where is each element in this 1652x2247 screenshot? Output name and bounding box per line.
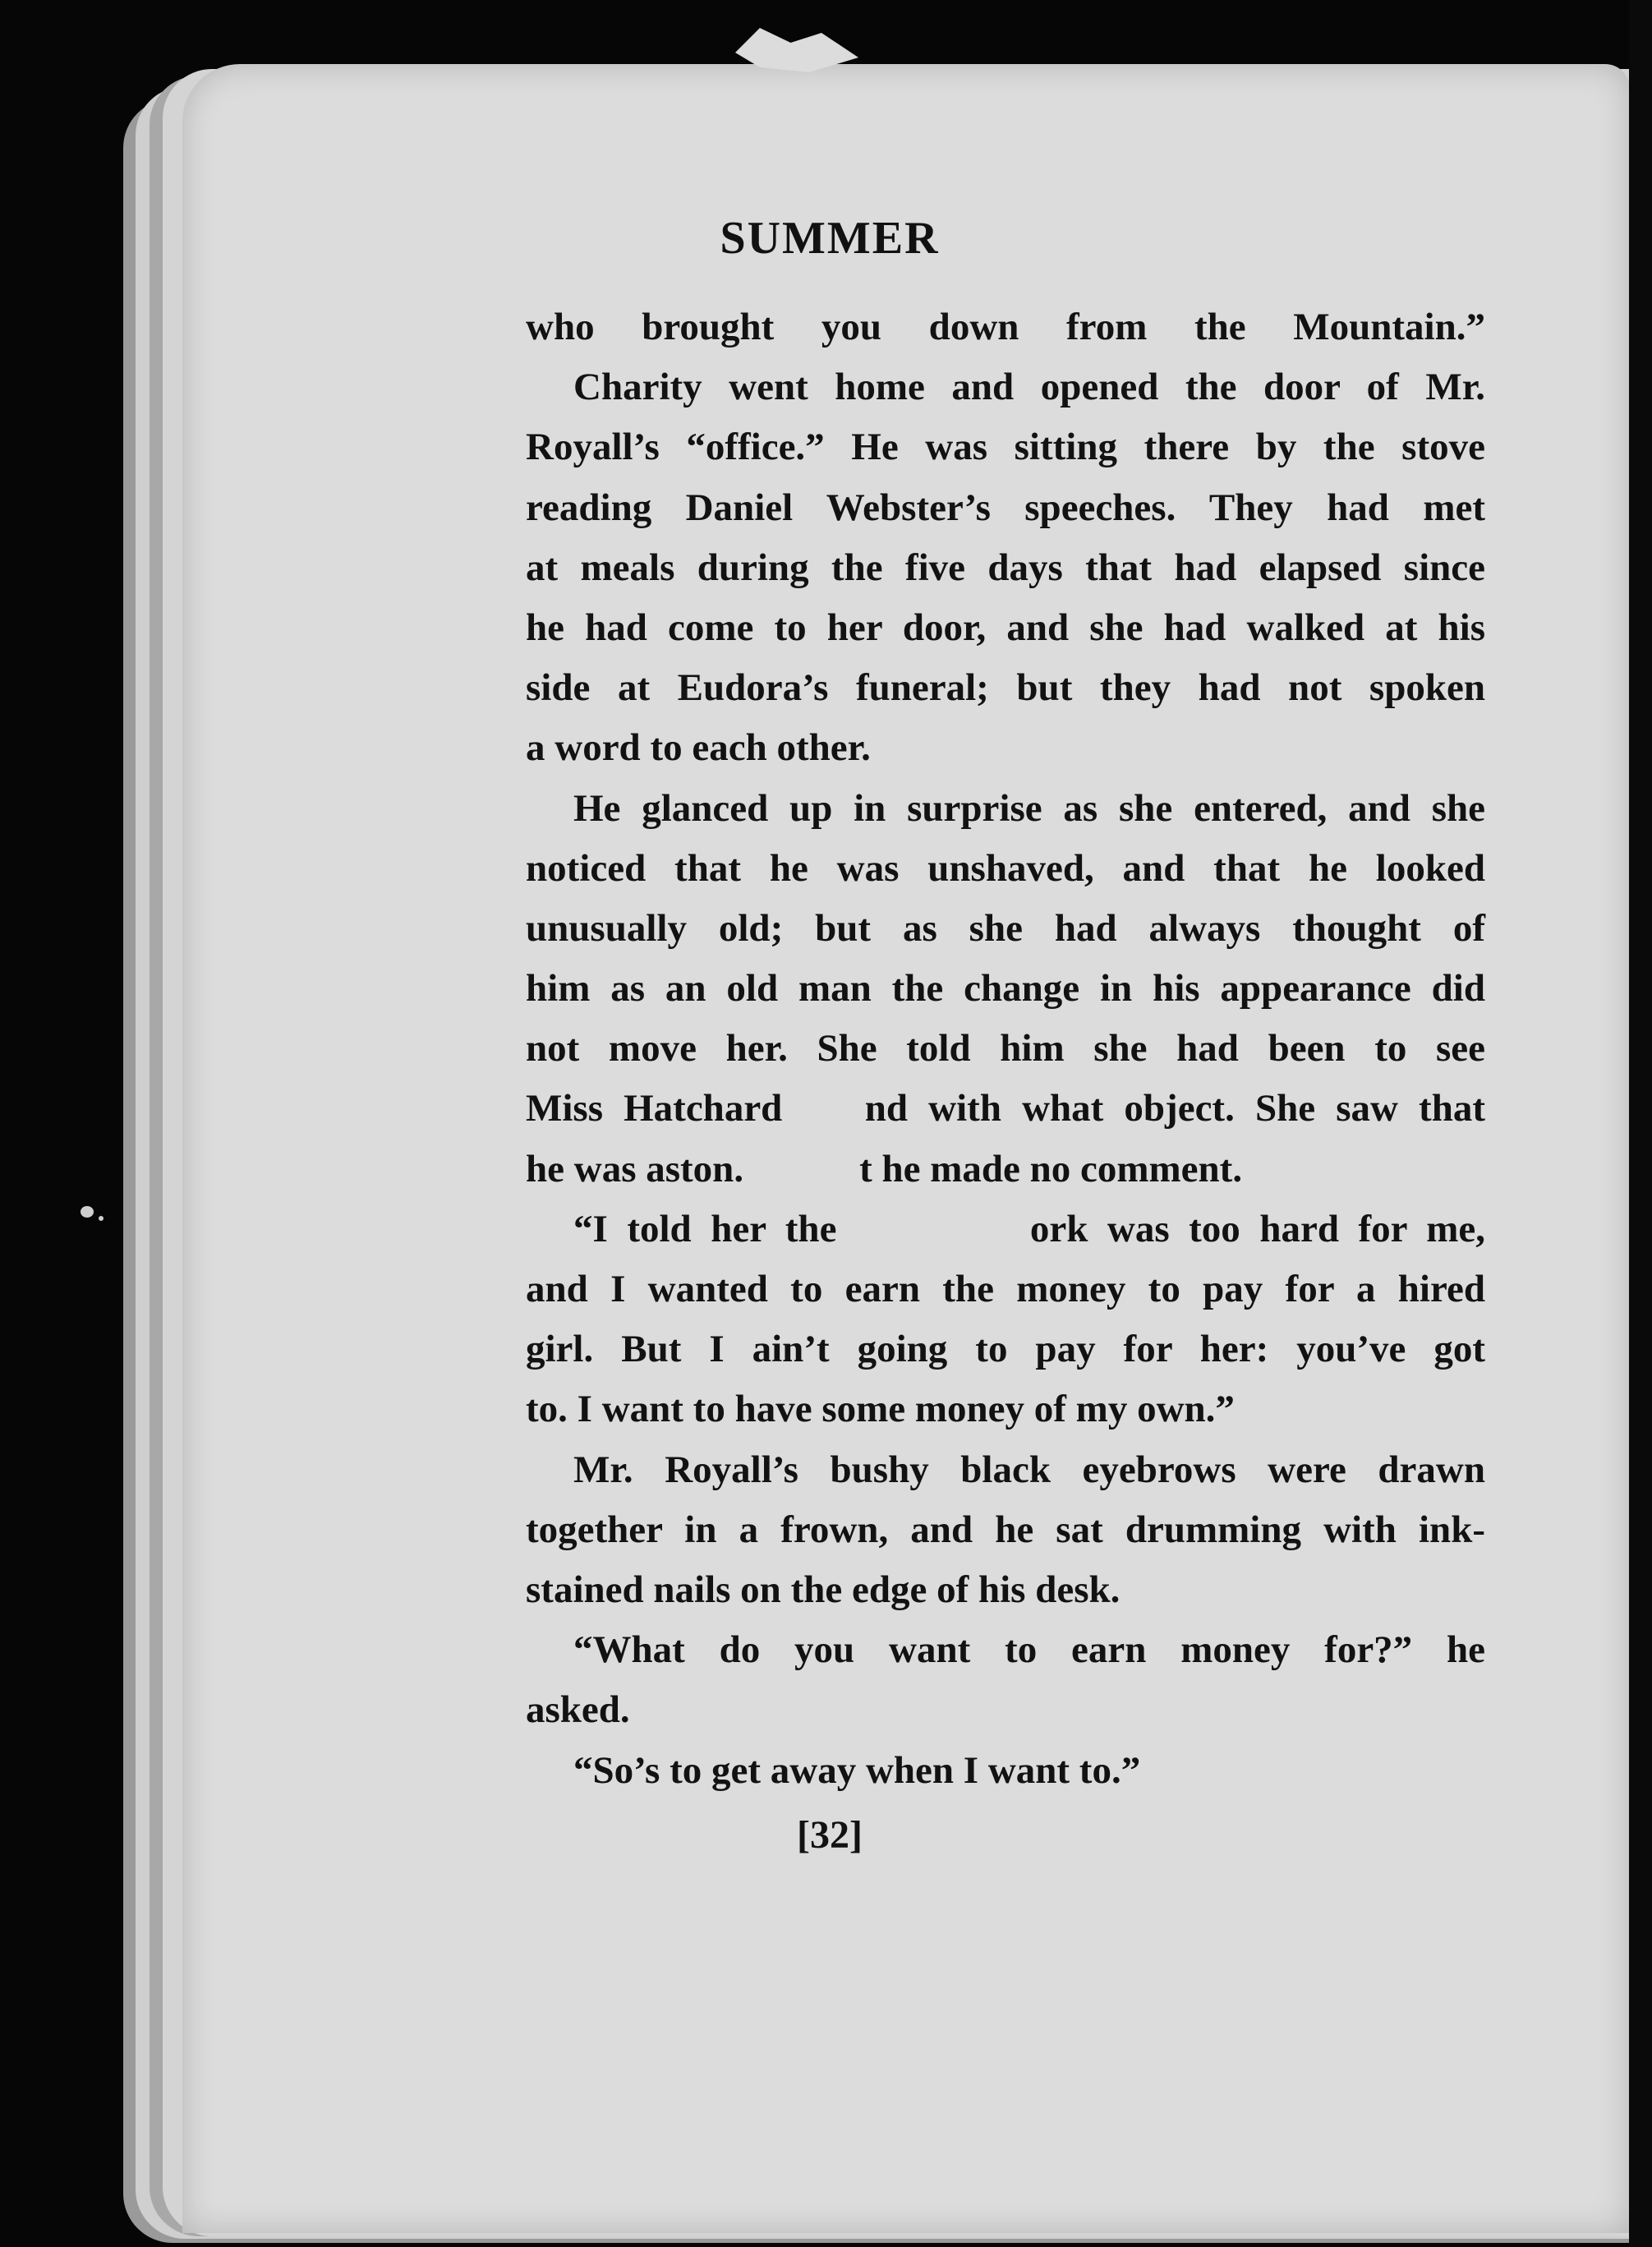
running-head: SUMMER (720, 213, 940, 264)
body-text (526, 297, 1485, 1801)
text-line: to. I want to have some money of my own.” (526, 1388, 1235, 1431)
text-line: noticed that he was unshaved, and that he looked (526, 846, 1485, 890)
text-line: asked. (526, 1688, 630, 1732)
text-line: Mr. Royall’s bushy black eyebrows were drawn (573, 1448, 1485, 1491)
text-line: “What do you want to earn money for?” he (573, 1628, 1485, 1672)
page-number: [32] (797, 1813, 863, 1857)
text-line: Charity went home and opened the door of Mr. (573, 366, 1485, 409)
text-line: “I told her the ork was too hard for me, (573, 1207, 1485, 1250)
text-line: stained nails on the edge of his desk. (526, 1568, 1121, 1611)
text-line: unusually old; but as she had always thought of (526, 906, 1485, 950)
text-line: together in a frown, and he sat drumming with ink- (526, 1508, 1485, 1551)
dust-speck (99, 1216, 104, 1221)
text-line: side at Eudora’s funeral; but they had not spoken (526, 666, 1485, 710)
text-line: at meals during the five days that had elapsed since (526, 546, 1485, 589)
text-line: “So’s to get away when I want to.” (573, 1748, 1141, 1792)
text-line: him as an old man the change in his appearance did (526, 967, 1485, 1011)
dust-speck (81, 1206, 94, 1218)
text-line: who brought you down from the Mountain.” (526, 306, 1485, 348)
text-line: Miss Hatchard nd with what object. She saw that (526, 1087, 1485, 1130)
text-line: girl. But I ain’t going to pay for her: you’ve got (526, 1328, 1485, 1371)
text-line: not move her. She told him she had been to see (526, 1027, 1485, 1071)
text-line: he had come to her door, and she had walked at his (526, 605, 1485, 649)
text-line: He glanced up in surprise as she entered, and she (573, 786, 1485, 830)
text-line: and I wanted to earn the money to pay for a hired (526, 1268, 1485, 1310)
scan-border (1629, 0, 1652, 2247)
text-line: a word to each other. (526, 726, 871, 770)
text-line: he was aston. t he made no comment. (526, 1147, 1243, 1190)
text-line: Royall’s “office.” He was sitting there by the stove (526, 426, 1485, 469)
text-line: reading Daniel Webster’s speeches. They had met (526, 486, 1485, 529)
